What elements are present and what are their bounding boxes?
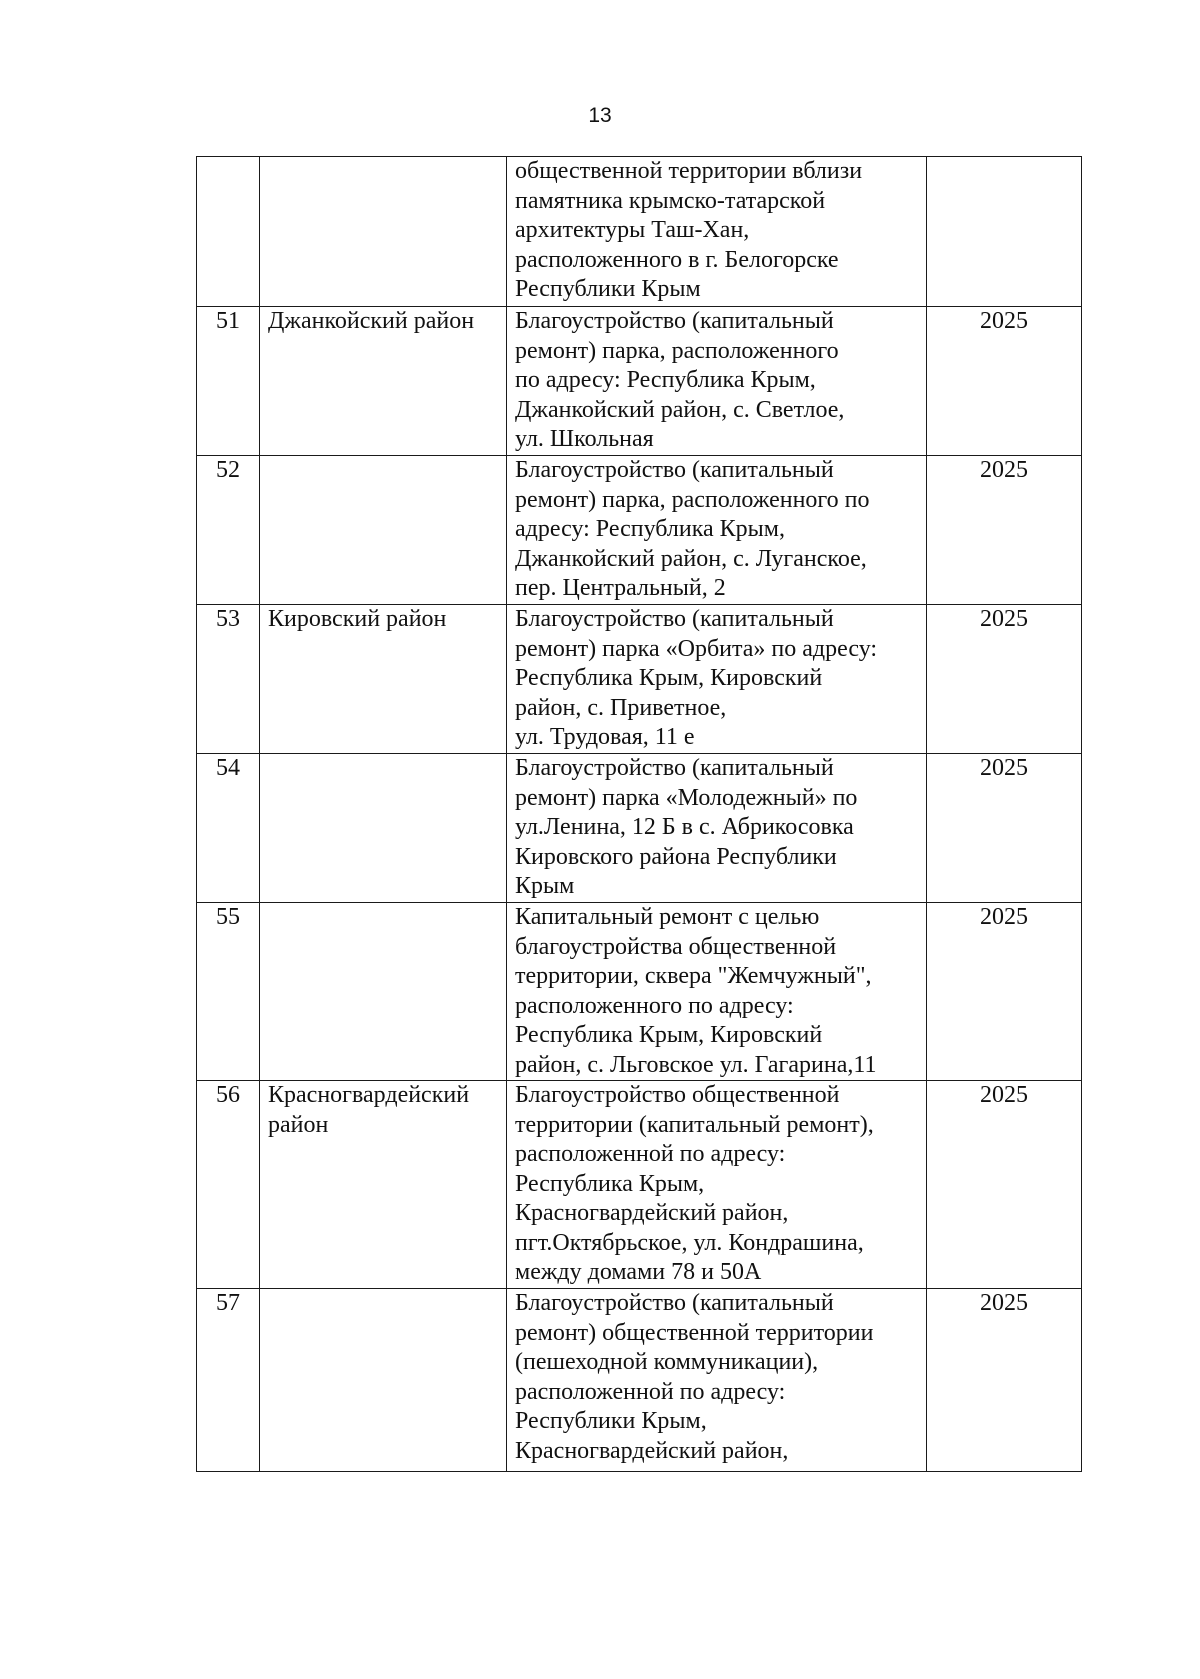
- table-row: [197, 754, 1082, 903]
- description-line: расположенной по адресу:: [515, 1378, 786, 1405]
- district-cell: Кировский район: [260, 605, 507, 754]
- row-number: 52: [197, 456, 260, 605]
- description-line: ул. Трудовая, 11 е: [515, 724, 695, 750]
- description-cell: [507, 307, 927, 456]
- description-cell: [507, 605, 927, 754]
- description-line: Республики Крым,: [515, 1408, 707, 1434]
- description-line: Благоустройство (капитальный: [515, 606, 834, 632]
- row-number: 55: [197, 903, 260, 1081]
- table-row: [197, 1289, 1082, 1472]
- description-line: (пешеходной коммуникации),: [515, 1349, 819, 1375]
- description-line: расположенного в г. Белогорске: [515, 246, 839, 273]
- year-cell: 2025: [927, 754, 1082, 903]
- district-line: Красногвардейский: [268, 1082, 470, 1108]
- description-cell: [507, 903, 927, 1081]
- district-cell: [260, 157, 507, 307]
- year-cell: 2025: [927, 456, 1082, 605]
- description-line: ремонт) парка, расположенного: [515, 337, 839, 364]
- district-cell: [260, 456, 507, 605]
- description-line: архитектуры Таш-Хан,: [515, 217, 750, 243]
- description-line: пгт.Октябрьское, ул. Кондрашина,: [515, 1229, 864, 1256]
- year-cell: 2025: [927, 605, 1082, 754]
- description-line: ул. Школьная: [515, 426, 654, 452]
- objects-table: [196, 156, 1082, 1472]
- row-number: [197, 157, 260, 307]
- description-line: благоустройства общественной: [515, 933, 837, 960]
- description-line: Капитальный ремонт с целью: [515, 904, 820, 930]
- description-line: Крым: [515, 873, 575, 899]
- description-line: территории (капитальный ремонт),: [515, 1111, 874, 1138]
- description-line: район, с. Льговское ул. Гагарина,11: [515, 1051, 877, 1078]
- description-line: пер. Центральный, 2: [515, 575, 726, 601]
- year-cell: [927, 157, 1082, 307]
- description-line: Благоустройство (капитальный: [515, 457, 834, 483]
- year-cell: 2025: [927, 903, 1082, 1081]
- page-number: 13: [588, 104, 612, 127]
- description-line: ул.Ленина, 12 Б в с. Абрикосовка: [515, 814, 854, 840]
- year-cell: 2025: [927, 307, 1082, 456]
- district-cell: [260, 1289, 507, 1472]
- row-number: 51: [197, 307, 260, 456]
- description-line: Кировского района Республики: [515, 843, 837, 870]
- description-line: Благоустройство (капитальный: [515, 308, 834, 334]
- description-cell: [507, 456, 927, 605]
- description-line: ремонт) парка «Молодежный» по: [515, 784, 858, 811]
- description-cell: [507, 1081, 927, 1289]
- year-cell: 2025: [927, 1289, 1082, 1472]
- description-line: памятника крымско-татарской: [515, 187, 826, 214]
- row-number: 56: [197, 1081, 260, 1289]
- table-row: [197, 1081, 1082, 1289]
- district-cell: [260, 754, 507, 903]
- table-row: [197, 605, 1082, 754]
- district-cell: [260, 1081, 507, 1289]
- description-line: Республики Крым: [515, 276, 701, 302]
- description-line: ремонт) общественной территории: [515, 1319, 874, 1346]
- description-line: общественной территории вблизи: [515, 158, 863, 184]
- row-number: 54: [197, 754, 260, 903]
- description-cell: [507, 754, 927, 903]
- table-row: [197, 157, 1082, 307]
- description-line: расположенного по адресу:: [515, 992, 794, 1019]
- table-row: [197, 307, 1082, 456]
- description-line: территории, сквера "Жемчужный",: [515, 963, 872, 989]
- description-line: Красногвардейский район,: [515, 1200, 789, 1226]
- description-cell: [507, 157, 927, 307]
- description-line: район, с. Приветное,: [515, 694, 727, 721]
- description-line: Красногвардейский район,: [515, 1437, 789, 1464]
- district-cell: Джанкойский район: [260, 307, 507, 456]
- row-number: 53: [197, 605, 260, 754]
- description-line: Республика Крым,: [515, 1170, 705, 1197]
- description-line: Джанкойский район, с. Луганское,: [515, 545, 867, 572]
- district-cell: [260, 903, 507, 1081]
- description-line: Республика Крым, Кировский: [515, 665, 823, 691]
- district-line: район: [268, 1111, 329, 1138]
- description-line: Благоустройство общественной: [515, 1082, 840, 1108]
- description-line: по адресу: Республика Крым,: [515, 367, 816, 393]
- table-row: [197, 903, 1082, 1081]
- description-line: ремонт) парка «Орбита» по адресу:: [515, 635, 878, 662]
- description-line: между домами 78 и 50А: [515, 1259, 762, 1285]
- description-line: Благоустройство (капитальный: [515, 755, 834, 781]
- description-line: ремонт) парка, расположенного по: [515, 486, 870, 513]
- description-line: расположенной по адресу:: [515, 1141, 786, 1167]
- description-line: Джанкойский район, с. Светлое,: [515, 396, 845, 423]
- year-cell: 2025: [927, 1081, 1082, 1289]
- description-line: Республика Крым, Кировский: [515, 1022, 823, 1048]
- description-line: адресу: Республика Крым,: [515, 516, 785, 542]
- description-line: Благоустройство (капитальный: [515, 1290, 834, 1316]
- row-number: 57: [197, 1289, 260, 1472]
- table-row: [197, 456, 1082, 605]
- description-cell: [507, 1289, 927, 1472]
